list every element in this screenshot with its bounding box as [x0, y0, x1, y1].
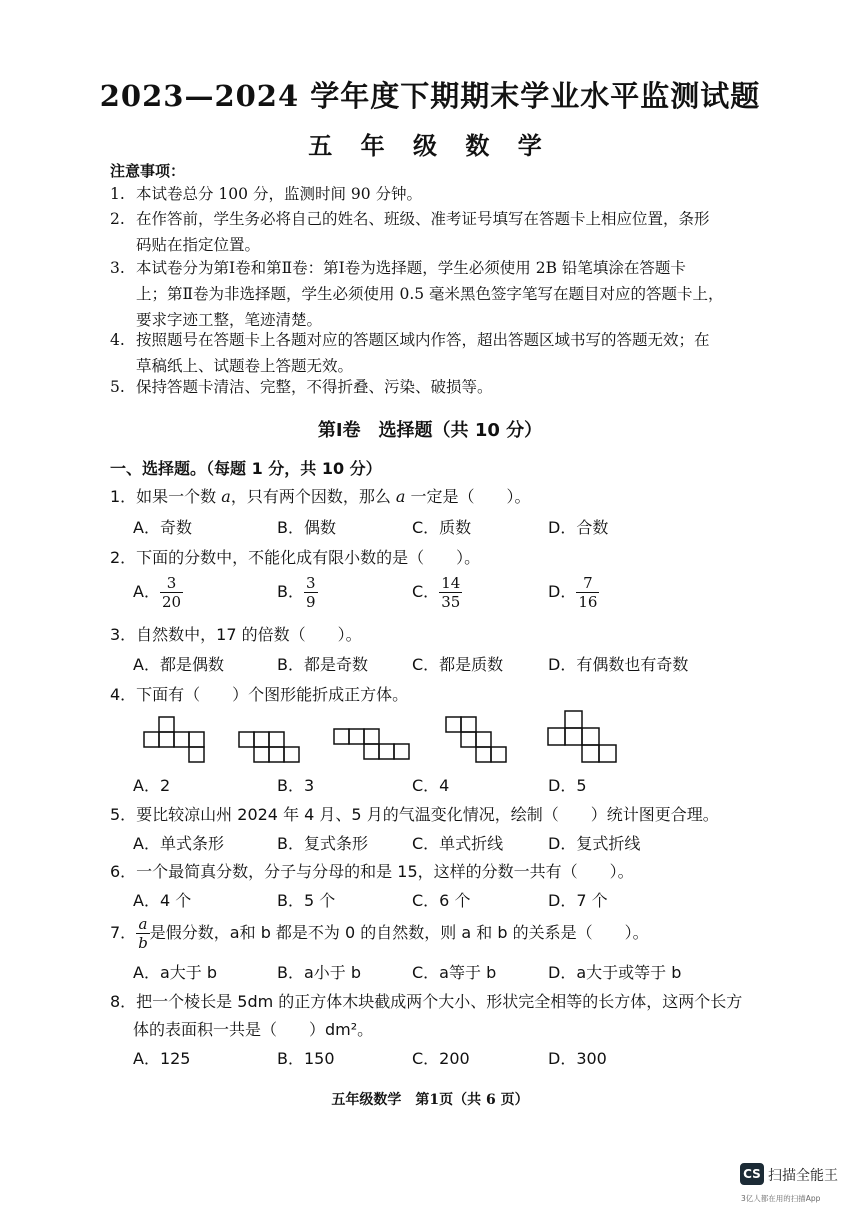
- q5-option-d: D．复式折线: [548, 834, 641, 853]
- q3-option-b: B．都是奇数: [277, 655, 368, 674]
- fraction: $\frac{3}{9}$: [305, 574, 316, 611]
- q3-option-c: C．都是质数: [412, 655, 504, 674]
- part-heading: 一、选择题。（每题 1 分，共 10 分）: [110, 459, 382, 478]
- question-7: 7． $\frac{a}{b}$ 是假分数，a和 b 都是不为 0 的自然数，则 a 和 b 的关系是（ ）。: [110, 915, 649, 952]
- q2-option-a: A． $\frac{3}{20}$: [133, 574, 182, 611]
- q7-option-d: D．a大于或等于 b: [548, 963, 682, 982]
- q1-option-b: B．偶数: [277, 518, 336, 537]
- camscanner-logo-icon: CS: [740, 1163, 764, 1185]
- question-3: 3．自然数中，17 的倍数（ ）。: [110, 625, 362, 644]
- q6-option-c: C．6 个: [412, 891, 471, 910]
- q5-option-b: B．复式条形: [277, 834, 368, 853]
- q1-option-a: A．奇数: [133, 518, 192, 537]
- cube-net-1-icon: [142, 716, 206, 764]
- q6-option-a: A．4 个: [133, 891, 192, 910]
- note-item-5: 5. 保持答题卡清洁、完整，不得折叠、污染、破损等。: [110, 378, 493, 396]
- note-item-4: 4. 按照题号在答题卡上各题对应的答题区域内作答，超出答题区域书写的答题无效；在 草稿纸上、试题卷上答题无效。: [110, 331, 710, 375]
- cube-net-3-icon: [332, 727, 412, 761]
- q1-option-c: C．质数: [412, 518, 472, 537]
- q4-option-b: B．3: [277, 776, 315, 795]
- q3-option-a: A．都是偶数: [133, 655, 224, 674]
- q4-option-c: C．4: [412, 776, 450, 795]
- scanner-app-name: 扫描全能王: [768, 1168, 838, 1184]
- q8-option-d: D．300: [548, 1049, 607, 1068]
- cube-net-5-icon: [545, 709, 617, 765]
- cube-net-2-icon: [237, 730, 301, 764]
- section-heading: 第Ⅰ卷 选择题（共 10 分）: [317, 420, 543, 441]
- q5-option-c: C．单式折线: [412, 834, 504, 853]
- fraction: $\frac{3}{20}$: [161, 574, 182, 611]
- q7-option-c: C．a等于 b: [412, 963, 497, 982]
- note-item-2: 2. 在作答前，学生务必将自己的姓名、班级、准考证号填写在答题卡上相应位置，条形 码贴在指定位置。: [110, 210, 710, 254]
- q8-option-c: C．200: [412, 1049, 470, 1068]
- q5-option-a: A．单式条形: [133, 834, 224, 853]
- question-8-line-2: 体的表面积一共是（ ）dm²。: [133, 1020, 374, 1039]
- q3-option-d: D．有偶数也有奇数: [548, 655, 689, 674]
- q6-option-b: B．5 个: [277, 891, 336, 910]
- q6-option-d: D．7 个: [548, 891, 608, 910]
- q1-option-d: D．合数: [548, 518, 609, 537]
- cube-net-4-icon: [444, 715, 510, 765]
- fraction: $\frac{a}{b}$: [138, 915, 148, 952]
- q8-option-a: A．125: [133, 1049, 191, 1068]
- question-6: 6．一个最简真分数，分子与分母的和是 15，这样的分数一共有（ ）。: [110, 862, 634, 881]
- q7-option-b: B．a小于 b: [277, 963, 362, 982]
- q8-option-b: B．150: [277, 1049, 335, 1068]
- q4-option-a: A．2: [133, 776, 171, 795]
- note-item-1: 1. 本试卷总分 100 分，监测时间 90 分钟。: [110, 185, 423, 203]
- q2-option-b: B． $\frac{3}{9}$: [277, 574, 316, 611]
- fraction: $\frac{7}{16}$: [578, 574, 598, 611]
- notes-title: 注意事项：: [110, 162, 186, 180]
- q2-option-c: C． $\frac{14}{35}$: [412, 574, 461, 611]
- question-2: 2．下面的分数中，不能化成有限小数的是（ ）。: [110, 548, 481, 567]
- note-item-3: 3. 本试卷分为第Ⅰ卷和第Ⅱ卷：第Ⅰ卷为选择题，学生必须使用 2B 铅笔填涂在答题卡 上；第Ⅱ卷为非选择题，学生必须使用 0.5 毫米黑色签字笔写在题目对应的答题卡上， 要求字迹工整，笔迹清楚。: [110, 259, 724, 329]
- page-footer: 五年级数学 第1页（共 6 页）: [331, 1092, 529, 1108]
- question-5: 5．要比较凉山州 2024 年 4 月、5 月的气温变化情况，绘制（ ）统计图更合理。: [110, 805, 719, 824]
- question-8-line-1: 8．把一个棱长是 5dm 的正方体木块截成两个大小、形状完全相等的长方体，这两个长方: [110, 992, 743, 1011]
- page-title: 2023—2024 学年度下期期末学业水平监测试题: [99, 79, 761, 113]
- fraction: $\frac{14}{35}$: [441, 574, 461, 611]
- q4-option-d: D．5: [548, 776, 587, 795]
- question-1: 1．如果一个数 a，只有两个因数，那么 a 一定是（ ）。: [110, 487, 531, 506]
- question-4: 4．下面有（ ）个图形能折成正方体。: [110, 685, 409, 704]
- q2-option-d: D． $\frac{7}{16}$: [548, 574, 598, 611]
- q7-option-a: A．a大于 b: [133, 963, 217, 982]
- scanner-tagline: 3亿人都在用的扫描App: [741, 1194, 821, 1203]
- page-subtitle: 五 年 级 数 学: [308, 131, 552, 160]
